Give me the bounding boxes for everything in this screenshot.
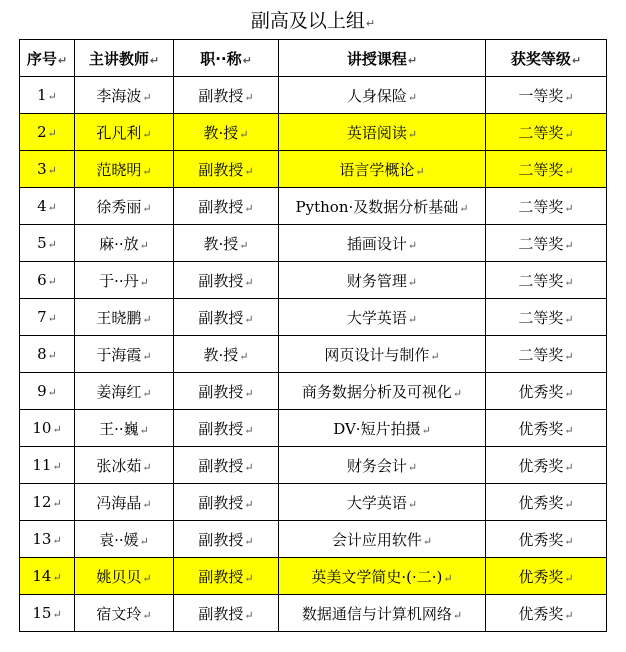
cell-rank-text: 副教授 (198, 530, 244, 549)
paragraph-mark-icon: ↵ (422, 534, 433, 548)
paragraph-mark-icon: ↵ (242, 53, 252, 67)
cell-course[interactable] (279, 558, 486, 595)
cell-course-text: 语言学概论 (339, 160, 415, 179)
paragraph-mark-icon: ↵ (47, 386, 57, 399)
cell-award[interactable] (486, 558, 607, 595)
cell-number-text: 14 (32, 567, 52, 585)
cell-course[interactable] (279, 447, 486, 484)
cell-number[interactable] (20, 595, 75, 632)
paragraph-mark-icon: ↵ (564, 201, 574, 215)
cell-teacher-text: 于海霞 (96, 345, 142, 364)
paragraph-mark-icon: ↵ (142, 460, 152, 474)
paragraph-mark-icon: ↵ (239, 349, 249, 363)
cell-teacher-text: 麻··放 (99, 234, 139, 253)
table-body (20, 77, 607, 632)
header-label: 职··称 (200, 49, 242, 68)
cell-award-text: 二等奖 (518, 308, 564, 327)
cell-course[interactable] (279, 336, 486, 373)
cell-teacher-text: 冯海晶 (96, 493, 142, 512)
cell-course[interactable] (279, 114, 486, 151)
cell-course[interactable] (279, 77, 486, 114)
table-row (20, 336, 607, 373)
paragraph-mark-icon: ↵ (52, 534, 62, 547)
cell-number[interactable] (20, 521, 75, 558)
cell-teacher[interactable] (75, 188, 174, 225)
cell-rank-text: 副教授 (198, 271, 244, 290)
paragraph-mark-icon: ↵ (244, 164, 254, 178)
paragraph-mark-icon: ↵ (244, 90, 254, 104)
cell-course[interactable] (279, 484, 486, 521)
table-row (20, 262, 607, 299)
paragraph-mark-icon: ↵ (142, 349, 152, 363)
paragraph-mark-icon: ↵ (52, 497, 62, 510)
cell-course-text: 网页设计与制作 (324, 345, 430, 364)
cell-rank[interactable] (174, 188, 279, 225)
paragraph-mark-icon: ↵ (244, 275, 254, 289)
paragraph-mark-icon: ↵ (564, 571, 574, 585)
cell-rank-text: 副教授 (198, 567, 244, 586)
cell-teacher-text: 袁··媛 (99, 530, 139, 549)
cell-number-text: 7 (37, 308, 47, 326)
cell-award[interactable] (486, 447, 607, 484)
paragraph-mark-icon: ↵ (244, 608, 254, 622)
cell-award-text: 二等奖 (518, 123, 564, 142)
cell-teacher[interactable] (75, 225, 174, 262)
table-row (20, 521, 607, 558)
cell-rank[interactable] (174, 114, 279, 151)
cell-teacher[interactable] (75, 595, 174, 632)
cell-course[interactable] (279, 373, 486, 410)
paragraph-mark-icon: ↵ (57, 53, 68, 67)
cell-rank-text: 副教授 (198, 604, 244, 623)
cell-teacher[interactable] (75, 521, 174, 558)
header-cell-course[interactable] (279, 40, 486, 77)
paragraph-mark-icon: ↵ (564, 312, 574, 326)
paragraph-mark-icon: ↵ (142, 201, 152, 215)
cell-number[interactable] (20, 262, 75, 299)
cell-award[interactable] (486, 262, 607, 299)
paragraph-mark-icon: ↵ (239, 238, 249, 252)
cell-number-text: 12 (32, 493, 52, 511)
paragraph-mark-icon: ↵ (142, 312, 152, 326)
header-cell-award[interactable] (486, 40, 607, 77)
paragraph-mark-icon: ↵ (564, 386, 574, 400)
cell-number-text: 9 (37, 382, 47, 400)
cell-teacher-text: 范晓明 (96, 160, 142, 179)
awards-table[interactable] (19, 39, 607, 632)
paragraph-mark-icon: ↵ (47, 164, 57, 177)
cell-number[interactable] (20, 114, 75, 151)
paragraph-mark-icon: ↵ (564, 127, 574, 141)
cell-course-text: 数据通信与计算机网络 (301, 604, 452, 623)
table-row (20, 114, 607, 151)
cell-number[interactable] (20, 77, 75, 114)
paragraph-mark-icon: ↵ (407, 238, 418, 252)
header-cell-rank[interactable] (174, 40, 279, 77)
cell-award-text: 优秀奖 (518, 604, 564, 623)
cell-rank-text: 教·授 (203, 234, 239, 253)
cell-course-text: 会计应用软件 (331, 530, 422, 549)
cell-rank-text: 教·授 (203, 123, 239, 142)
cell-rank[interactable] (174, 77, 279, 114)
paragraph-mark-icon: ↵ (564, 497, 574, 511)
cell-course[interactable] (279, 299, 486, 336)
cell-award-text: 优秀奖 (518, 567, 564, 586)
cell-rank-text: 副教授 (198, 197, 244, 216)
cell-award[interactable] (486, 484, 607, 521)
cell-rank-text: 副教授 (198, 456, 244, 475)
cell-course-text: 大学英语 (346, 493, 407, 512)
paragraph-mark-icon: ↵ (244, 571, 254, 585)
paragraph-mark-icon: ↵ (149, 53, 160, 67)
cell-teacher[interactable] (75, 262, 174, 299)
cell-number-text: 6 (37, 271, 47, 289)
cell-award[interactable] (486, 225, 607, 262)
cell-award[interactable] (486, 114, 607, 151)
cell-number[interactable] (20, 373, 75, 410)
cell-number[interactable] (20, 484, 75, 521)
document-title (0, 8, 626, 37)
cell-award-text: 优秀奖 (518, 382, 564, 401)
cell-award-text: 优秀奖 (518, 493, 564, 512)
cell-teacher-text: 王晓鹏 (96, 308, 142, 327)
cell-award-text: 一等奖 (518, 86, 564, 105)
cell-course-text: DV·短片拍摄 (333, 419, 421, 438)
cell-teacher[interactable] (75, 373, 174, 410)
cell-number[interactable] (20, 299, 75, 336)
header-cell-teacher[interactable] (75, 40, 174, 77)
paragraph-mark-icon: ↵ (244, 423, 254, 437)
header-label: 讲授课程 (346, 49, 407, 68)
cell-course-text: Python·及数据分析基础 (295, 197, 459, 216)
cell-teacher[interactable] (75, 484, 174, 521)
cell-rank[interactable] (174, 336, 279, 373)
paragraph-mark-icon: ↵ (47, 275, 57, 288)
cell-award[interactable] (486, 410, 607, 447)
cell-rank[interactable] (174, 484, 279, 521)
cell-award[interactable] (486, 521, 607, 558)
cell-award-text: 优秀奖 (518, 456, 564, 475)
paragraph-mark-icon: ↵ (47, 90, 57, 103)
cell-number[interactable] (20, 447, 75, 484)
paragraph-mark-icon: ↵ (407, 497, 418, 511)
paragraph-mark-icon: ↵ (564, 349, 574, 363)
header-cell-number[interactable] (20, 40, 75, 77)
cell-number-text: 11 (32, 456, 52, 474)
paragraph-mark-icon: ↵ (142, 497, 152, 511)
cell-number-text: 15 (32, 604, 52, 622)
paragraph-mark-icon: ↵ (139, 275, 149, 289)
table-header-row (20, 40, 607, 77)
cell-rank[interactable] (174, 225, 279, 262)
cell-teacher[interactable] (75, 77, 174, 114)
cell-rank-text: 副教授 (198, 419, 244, 438)
header-label: 获奖等级 (510, 49, 571, 68)
table-row (20, 151, 607, 188)
cell-course[interactable] (279, 521, 486, 558)
cell-course-text: 商务数据分析及可视化 (301, 382, 452, 401)
paragraph-mark-icon: ↵ (564, 608, 574, 622)
paragraph-mark-icon: ↵ (571, 53, 582, 67)
cell-award[interactable] (486, 77, 607, 114)
cell-course[interactable] (279, 188, 486, 225)
cell-number[interactable] (20, 410, 75, 447)
cell-course-text: 英语阅读 (346, 123, 407, 142)
table-row (20, 225, 607, 262)
cell-teacher[interactable] (75, 151, 174, 188)
cell-rank[interactable] (174, 558, 279, 595)
paragraph-mark-icon: ↵ (564, 460, 574, 474)
cell-award-text: 二等奖 (518, 234, 564, 253)
cell-teacher-text: 姚贝贝 (96, 567, 142, 586)
cell-number[interactable] (20, 558, 75, 595)
cell-rank-text: 副教授 (198, 493, 244, 512)
paragraph-mark-icon: ↵ (142, 386, 152, 400)
cell-award[interactable] (486, 188, 607, 225)
paragraph-mark-icon: ↵ (239, 127, 249, 141)
cell-award-text: 二等奖 (518, 271, 564, 290)
paragraph-mark-icon: ↵ (564, 238, 574, 252)
paragraph-mark-icon: ↵ (47, 127, 57, 140)
cell-teacher[interactable] (75, 558, 174, 595)
paragraph-mark-icon: ↵ (452, 608, 463, 622)
paragraph-mark-icon: ↵ (142, 90, 152, 104)
cell-teacher-text: 李海波 (96, 86, 142, 105)
paragraph-mark-icon: ↵ (564, 423, 574, 437)
cell-number-text: 5 (37, 234, 47, 252)
cell-rank[interactable] (174, 299, 279, 336)
paragraph-mark-icon: ↵ (142, 571, 152, 585)
cell-rank-text: 教·授 (203, 345, 239, 364)
cell-rank[interactable] (174, 151, 279, 188)
paragraph-mark-icon: ↵ (142, 608, 152, 622)
cell-teacher-text: 宿文玲 (96, 604, 142, 623)
title-text: 副高及以上组 (250, 10, 365, 32)
cell-teacher[interactable] (75, 336, 174, 373)
cell-course-text: 人身保险 (346, 86, 407, 105)
cell-course[interactable] (279, 595, 486, 632)
cell-rank[interactable] (174, 595, 279, 632)
paragraph-mark-icon: ↵ (244, 534, 254, 548)
header-label: 序号 (26, 49, 57, 68)
cell-award-text: 二等奖 (518, 197, 564, 216)
cell-course[interactable] (279, 151, 486, 188)
cell-number-text: 8 (37, 345, 47, 363)
paragraph-mark-icon: ↵ (407, 127, 418, 141)
table-row (20, 299, 607, 336)
cell-award-text: 优秀奖 (518, 530, 564, 549)
paragraph-mark-icon: ↵ (244, 497, 254, 511)
cell-rank[interactable] (174, 521, 279, 558)
cell-teacher-text: 张冰茹 (96, 456, 142, 475)
paragraph-mark-icon: ↵ (452, 386, 463, 400)
table-row (20, 188, 607, 225)
paragraph-mark-icon: ↵ (564, 275, 574, 289)
paragraph-mark-icon: ↵ (142, 164, 152, 178)
cell-course-text: 大学英语 (346, 308, 407, 327)
cell-course[interactable] (279, 225, 486, 262)
cell-award[interactable] (486, 336, 607, 373)
table-row (20, 373, 607, 410)
paragraph-mark-icon: ↵ (244, 460, 254, 474)
cell-teacher-text: 姜海红 (96, 382, 142, 401)
cell-teacher-text: 徐秀丽 (96, 197, 142, 216)
paragraph-mark-icon: ↵ (443, 571, 453, 585)
table-row (20, 77, 607, 114)
cell-rank-text: 副教授 (198, 308, 244, 327)
paragraph-mark-icon: ↵ (564, 164, 574, 178)
paragraph-mark-icon: ↵ (407, 53, 418, 67)
cell-number-text: 3 (37, 160, 47, 178)
paragraph-mark-icon: ↵ (47, 312, 57, 325)
cell-course-text: 财务会计 (346, 456, 407, 475)
cell-course[interactable] (279, 410, 486, 447)
paragraph-mark-icon: ↵ (407, 312, 418, 326)
paragraph-mark-icon: ↵ (52, 608, 62, 621)
cell-teacher[interactable] (75, 299, 174, 336)
cell-award[interactable] (486, 299, 607, 336)
cell-award-text: 优秀奖 (518, 419, 564, 438)
paragraph-mark-icon: ↵ (139, 534, 149, 548)
cell-award-text: 二等奖 (518, 345, 564, 364)
cell-rank[interactable] (174, 447, 279, 484)
paragraph-mark-icon: ↵ (407, 90, 418, 104)
cell-number-text: 2 (37, 123, 47, 141)
paragraph-mark-icon: ↵ (564, 90, 574, 104)
cell-course-text: 插画设计 (346, 234, 407, 253)
cell-award-text: 二等奖 (518, 160, 564, 179)
paragraph-mark-icon: ↵ (142, 127, 152, 141)
paragraph-mark-icon: ↵ (47, 349, 57, 362)
cell-number-text: 13 (32, 530, 52, 548)
cell-rank-text: 副教授 (198, 160, 244, 179)
cell-teacher-text: 孔凡利 (96, 123, 142, 142)
cell-teacher[interactable] (75, 410, 174, 447)
cell-award[interactable] (486, 595, 607, 632)
paragraph-mark-icon: ↵ (415, 164, 425, 178)
paragraph-mark-icon: ↵ (244, 312, 254, 326)
cell-rank[interactable] (174, 410, 279, 447)
paragraph-mark-icon: ↵ (47, 201, 57, 214)
cell-rank-text: 副教授 (198, 86, 244, 105)
table-row (20, 595, 607, 632)
cell-course-text: 财务管理 (346, 271, 407, 290)
header-label: 主讲教师 (88, 49, 149, 68)
table-row (20, 410, 607, 447)
cell-teacher-text: 王··巍 (99, 419, 139, 438)
cell-course-text: 英美文学简史·(·二·) (311, 567, 443, 586)
paragraph-mark-icon: ↵ (459, 201, 469, 215)
cell-rank[interactable] (174, 373, 279, 410)
paragraph-mark-icon: ↵ (244, 386, 254, 400)
cell-number[interactable] (20, 151, 75, 188)
paragraph-mark-icon: ↵ (47, 238, 57, 251)
paragraph-mark-icon: ↵ (430, 349, 440, 363)
table-row (20, 484, 607, 521)
cell-award[interactable] (486, 151, 607, 188)
cell-number[interactable] (20, 188, 75, 225)
paragraph-mark-icon: ↵ (365, 17, 376, 30)
table-row (20, 558, 607, 595)
paragraph-mark-icon: ↵ (407, 275, 418, 289)
table-row (20, 447, 607, 484)
cell-rank-text: 副教授 (198, 382, 244, 401)
paragraph-mark-icon: ↵ (139, 238, 149, 252)
cell-number[interactable] (20, 336, 75, 373)
cell-number-text: 10 (32, 419, 52, 437)
paragraph-mark-icon: ↵ (244, 201, 254, 215)
cell-number-text: 4 (37, 197, 47, 215)
cell-teacher[interactable] (75, 447, 174, 484)
paragraph-mark-icon: ↵ (421, 423, 431, 437)
paragraph-mark-icon: ↵ (52, 571, 62, 584)
paragraph-mark-icon: ↵ (139, 423, 149, 437)
cell-award[interactable] (486, 373, 607, 410)
cell-teacher-text: 于··丹 (99, 271, 139, 290)
paragraph-mark-icon: ↵ (52, 460, 62, 473)
cell-course[interactable] (279, 262, 486, 299)
cell-rank[interactable] (174, 262, 279, 299)
cell-number-text: 1 (37, 86, 47, 104)
cell-teacher[interactable] (75, 114, 174, 151)
paragraph-mark-icon: ↵ (564, 534, 574, 548)
paragraph-mark-icon: ↵ (407, 460, 418, 474)
paragraph-mark-icon: ↵ (52, 423, 62, 436)
cell-number[interactable] (20, 225, 75, 262)
